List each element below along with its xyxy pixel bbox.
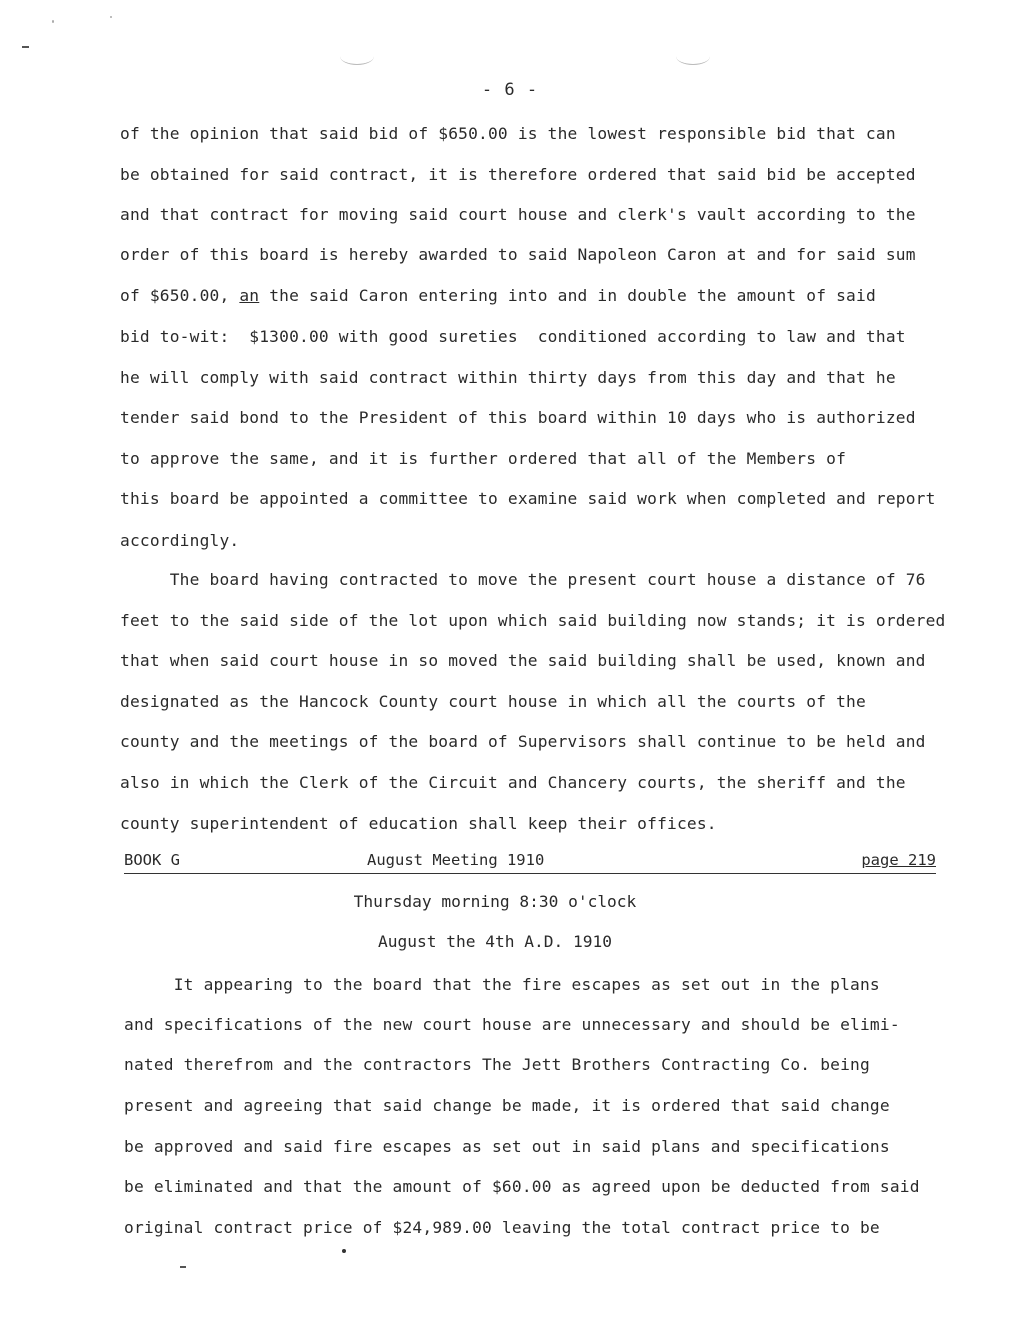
- paragraph-line: bid to-wit: $1300.00 with good sureties conditioned according to law and that: [120, 327, 906, 346]
- line-text: the said Caron entering into and in double the amount of said: [259, 286, 876, 305]
- paragraph-line: nated therefrom and the contractors The Jett Brothers Contracting Co. being: [124, 1055, 870, 1074]
- paragraph-line: be eliminated and that the amount of $60.00 as agreed upon be deducted from said: [124, 1177, 920, 1196]
- page-number: - 6 -: [481, 80, 539, 100]
- binder-hole-shadow: [676, 48, 710, 65]
- paragraph-line: also in which the Clerk of the Circuit and Chancery courts, the sheriff and the: [120, 773, 906, 792]
- paragraph-line: to approve the same, and it is further ordered that all of the Members of: [120, 449, 847, 468]
- ledger-header: [124, 849, 936, 874]
- paragraph-line: county and the meetings of the board of Supervisors shall continue to be held and: [120, 732, 926, 751]
- line-text: of $650.00,: [120, 286, 240, 305]
- ledger-page-label: page 219: [861, 851, 936, 869]
- paragraph-line: accordingly.: [120, 531, 240, 550]
- paragraph-line: of the opinion that said bid of $650.00 is the lowest responsible bid that can: [120, 124, 896, 143]
- paragraph-line: The board having contracted to move the present court house a distance of 76: [120, 570, 926, 589]
- paragraph-line: feet to the said side of the lot upon which said building now stands; it is ordered: [120, 611, 946, 630]
- scan-speck: [22, 46, 29, 48]
- scan-speck: [180, 1266, 186, 1268]
- session-time: Thursday morning 8:30 o'clock: [353, 892, 637, 911]
- paragraph-line: that when said court house in so moved the said building shall be used, known and: [120, 651, 926, 670]
- underlined-word: an: [239, 286, 260, 305]
- paragraph-line: It appearing to the board that the fire escapes as set out in the plans: [124, 975, 880, 994]
- binder-hole-shadow: [340, 48, 374, 65]
- meeting-label: August Meeting 1910: [367, 851, 545, 869]
- paragraph-line: present and agreeing that said change be made, it is ordered that said change: [124, 1096, 890, 1115]
- paragraph-line: be approved and said fire escapes as set out in said plans and specifications: [124, 1137, 890, 1156]
- paragraph-line: designated as the Hancock County court house in which all the courts of the: [120, 692, 866, 711]
- scan-speck: [342, 1249, 346, 1253]
- scan-speck: [52, 20, 54, 23]
- paragraph-line: county superintendent of education shall keep their offices.: [120, 814, 717, 833]
- paragraph-line: [120, 286, 876, 305]
- paragraph-line: this board be appointed a committee to examine said work when completed and report: [120, 489, 936, 508]
- paragraph-line: tender said bond to the President of this board within 10 days who is authorized: [120, 408, 916, 427]
- paragraph-line: and that contract for moving said court house and clerk's vault according to the: [120, 205, 916, 224]
- paragraph-line: and specifications of the new court house are unnecessary and should be elimi-: [124, 1015, 900, 1034]
- paragraph-line: order of this board is hereby awarded to said Napoleon Caron at and for said sum: [120, 245, 916, 264]
- paragraph-line: he will comply with said contract within thirty days from this day and that he: [120, 368, 896, 387]
- scan-speck: [110, 16, 112, 18]
- book-label: BOOK G: [124, 851, 180, 869]
- paragraph-line: be obtained for said contract, it is therefore ordered that said bid be accepted: [120, 165, 916, 184]
- session-date: August the 4th A.D. 1910: [378, 932, 612, 951]
- paragraph-line: original contract price of $24,989.00 leaving the total contract price to be: [124, 1218, 880, 1237]
